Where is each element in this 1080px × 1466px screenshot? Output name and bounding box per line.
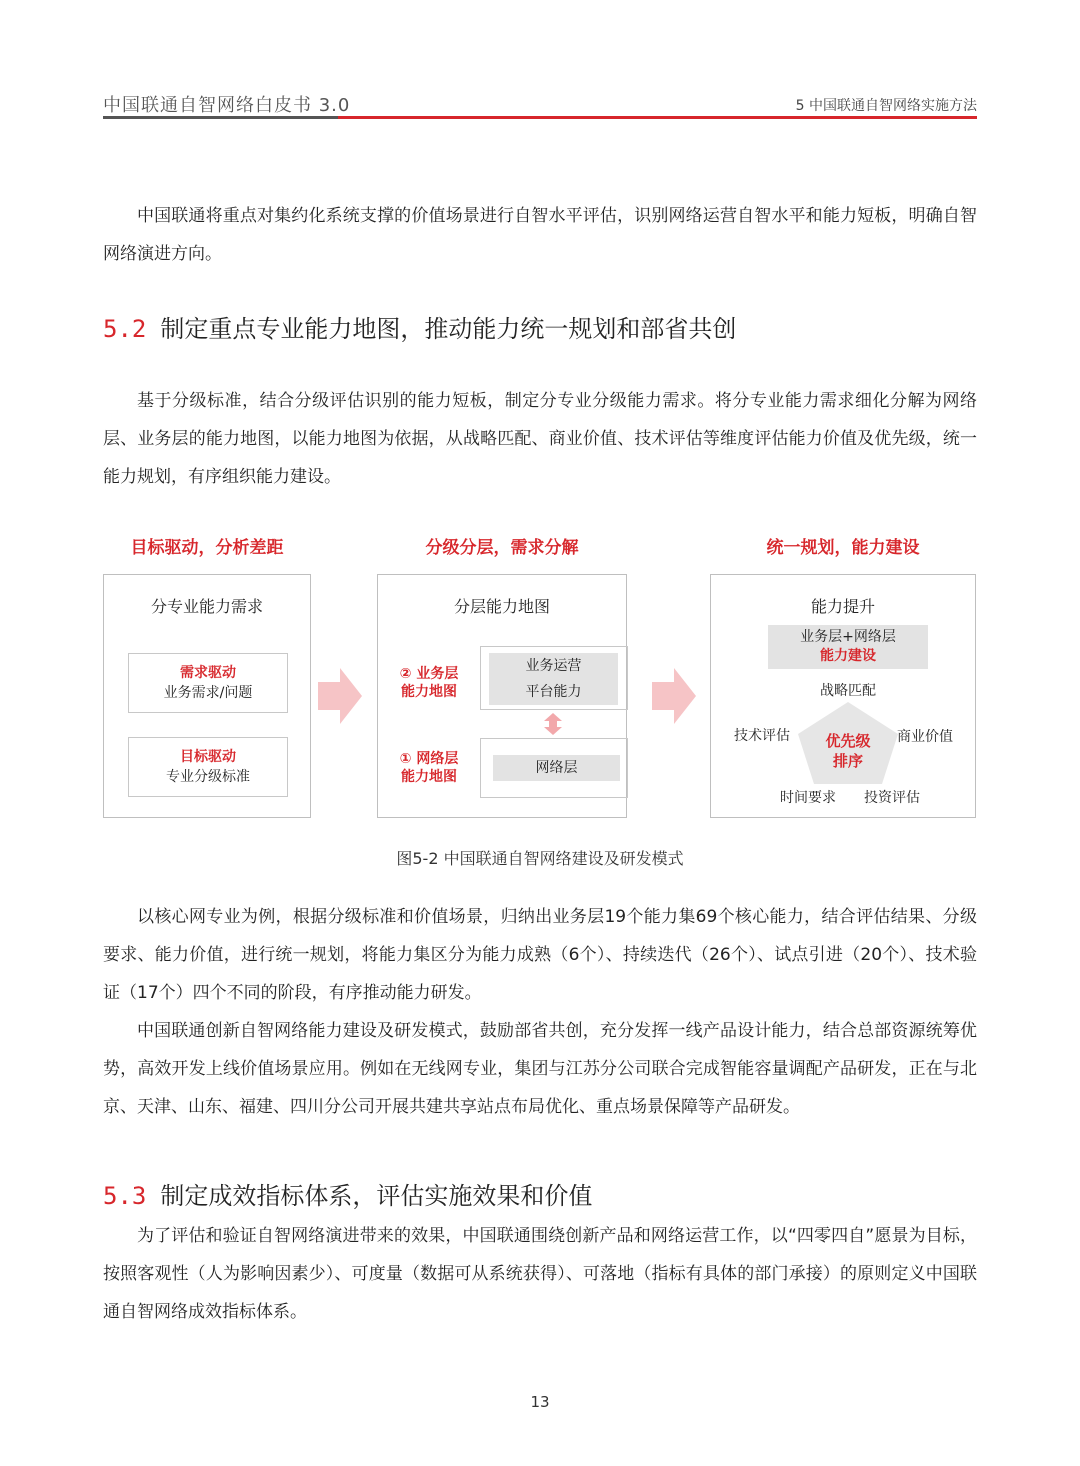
stage3-title: 统一规划，能力建设 [766,538,920,558]
section-title: 制定重点专业能力地图，推动能力统一规划和部省共创 [160,315,737,343]
platform-capability-bar: 平台能力 [489,679,618,705]
section-label: 5 中国联通自智网络实施方法 [795,98,977,114]
section-title: 制定成效指标体系，评估实施效果和价值 [160,1182,593,1210]
header-divider-left [103,116,338,119]
stage2-title: 分级分层，需求分解 [425,538,579,558]
panel3-title: 能力提升 [810,597,875,616]
page-number: 13 [530,1393,550,1411]
demand-driven-box: 需求驱动 业务需求/问题 [128,653,288,713]
section-number: 5.2 [103,315,147,343]
stage1-title: 目标驱动，分析差距 [130,538,284,558]
priority-ranking-label: 优先级 排序 [825,732,871,770]
bidirectional-arrow-icon [538,713,568,735]
figure-caption: 图5-2 中国联通自智网络建设及研发模式 [396,849,684,868]
flow-arrow-2 [652,668,698,724]
panel1-title: 分专业能力需求 [150,597,263,616]
body-paragraph: 以核心网专业为例，根据分级标准和价值场景，归纳出业务层19个能力集69个核心能力，结合评估结果、分级要求、能力价值，进行统一规划，将能力集区分为能力成熟（6个）、持续迭代（26个）、试点引进（20个）、技术验证（17个）四个不同的阶段，有序推动能力研发。 [103,907,977,1003]
body-paragraphs [103,898,977,1126]
section-5-3-paragraph: 为了评估和验证自智网络演进带来的效果，中国联通围绕创新产品和网络运营工作，以“四零四自”愿景为目标，按照客观性（人为影响因素少）、可度量（数据可从系统获得）、可落地（指标有具体的部门承接）的原则定义中国联通自智网络成效指标体系。 [103,1226,977,1322]
time-requirement-label: 时间要求 [780,790,836,806]
intro-paragraph: 中国联通将重点对集约化系统支撑的价值场景进行自智水平评估，识别网络运营自智水平和能力短板，明确自智网络演进方向。 [103,206,977,264]
tech-eval-label: 技术评估 [734,728,790,744]
business-value-label: 商业价值 [897,729,953,745]
goal-driven-box: 目标驱动 专业分级标准 [128,737,288,797]
business-ops-bar: 业务运营 [489,653,618,679]
header-divider-accent [338,116,977,119]
section-5-2-paragraph: 基于分级标准，结合分级评估识别的能力短板，制定分专业分级能力需求。将分专业能力需求细化分解为网络层、业务层的能力地图，以能力地图为依据，从战略匹配、商业价值、技术评估等维度评估能力价值及优先级，统一能力规划，有序组织能力建设。 [103,391,977,487]
flow-arrow-1 [318,668,364,724]
panel2-title: 分层能力地图 [453,597,550,616]
section-5-3-heading [103,1176,592,1211]
section-number: 5.3 [103,1182,147,1210]
capability-build-box: 业务层+网络层 能力建设 [768,625,928,669]
network-layer-label: ① 网络层 能力地图 [399,751,459,785]
strategy-match-label: 战略匹配 [820,683,876,699]
network-layer-bar: 网络层 [493,755,620,781]
business-layer-label: ② 业务层 能力地图 [399,666,459,700]
investment-eval-label: 投资评估 [864,790,920,806]
body-paragraph: 中国联通创新自智网络能力建设及研发模式，鼓励部省共创，充分发挥一线产品设计能力，结合总部资源统筹优势，高效开发上线价值场景应用。例如在无线网专业，集团与江苏分公司联合完成智能容量调配产品研发，正在与北京、天津、山东、福建、四川分公司开展共建共享站点布局优化、重点场景保障等产品研发。 [103,1021,977,1117]
document-title: 中国联通自智网络白皮书 3.0 [103,95,351,116]
section-5-2-heading [103,309,736,344]
